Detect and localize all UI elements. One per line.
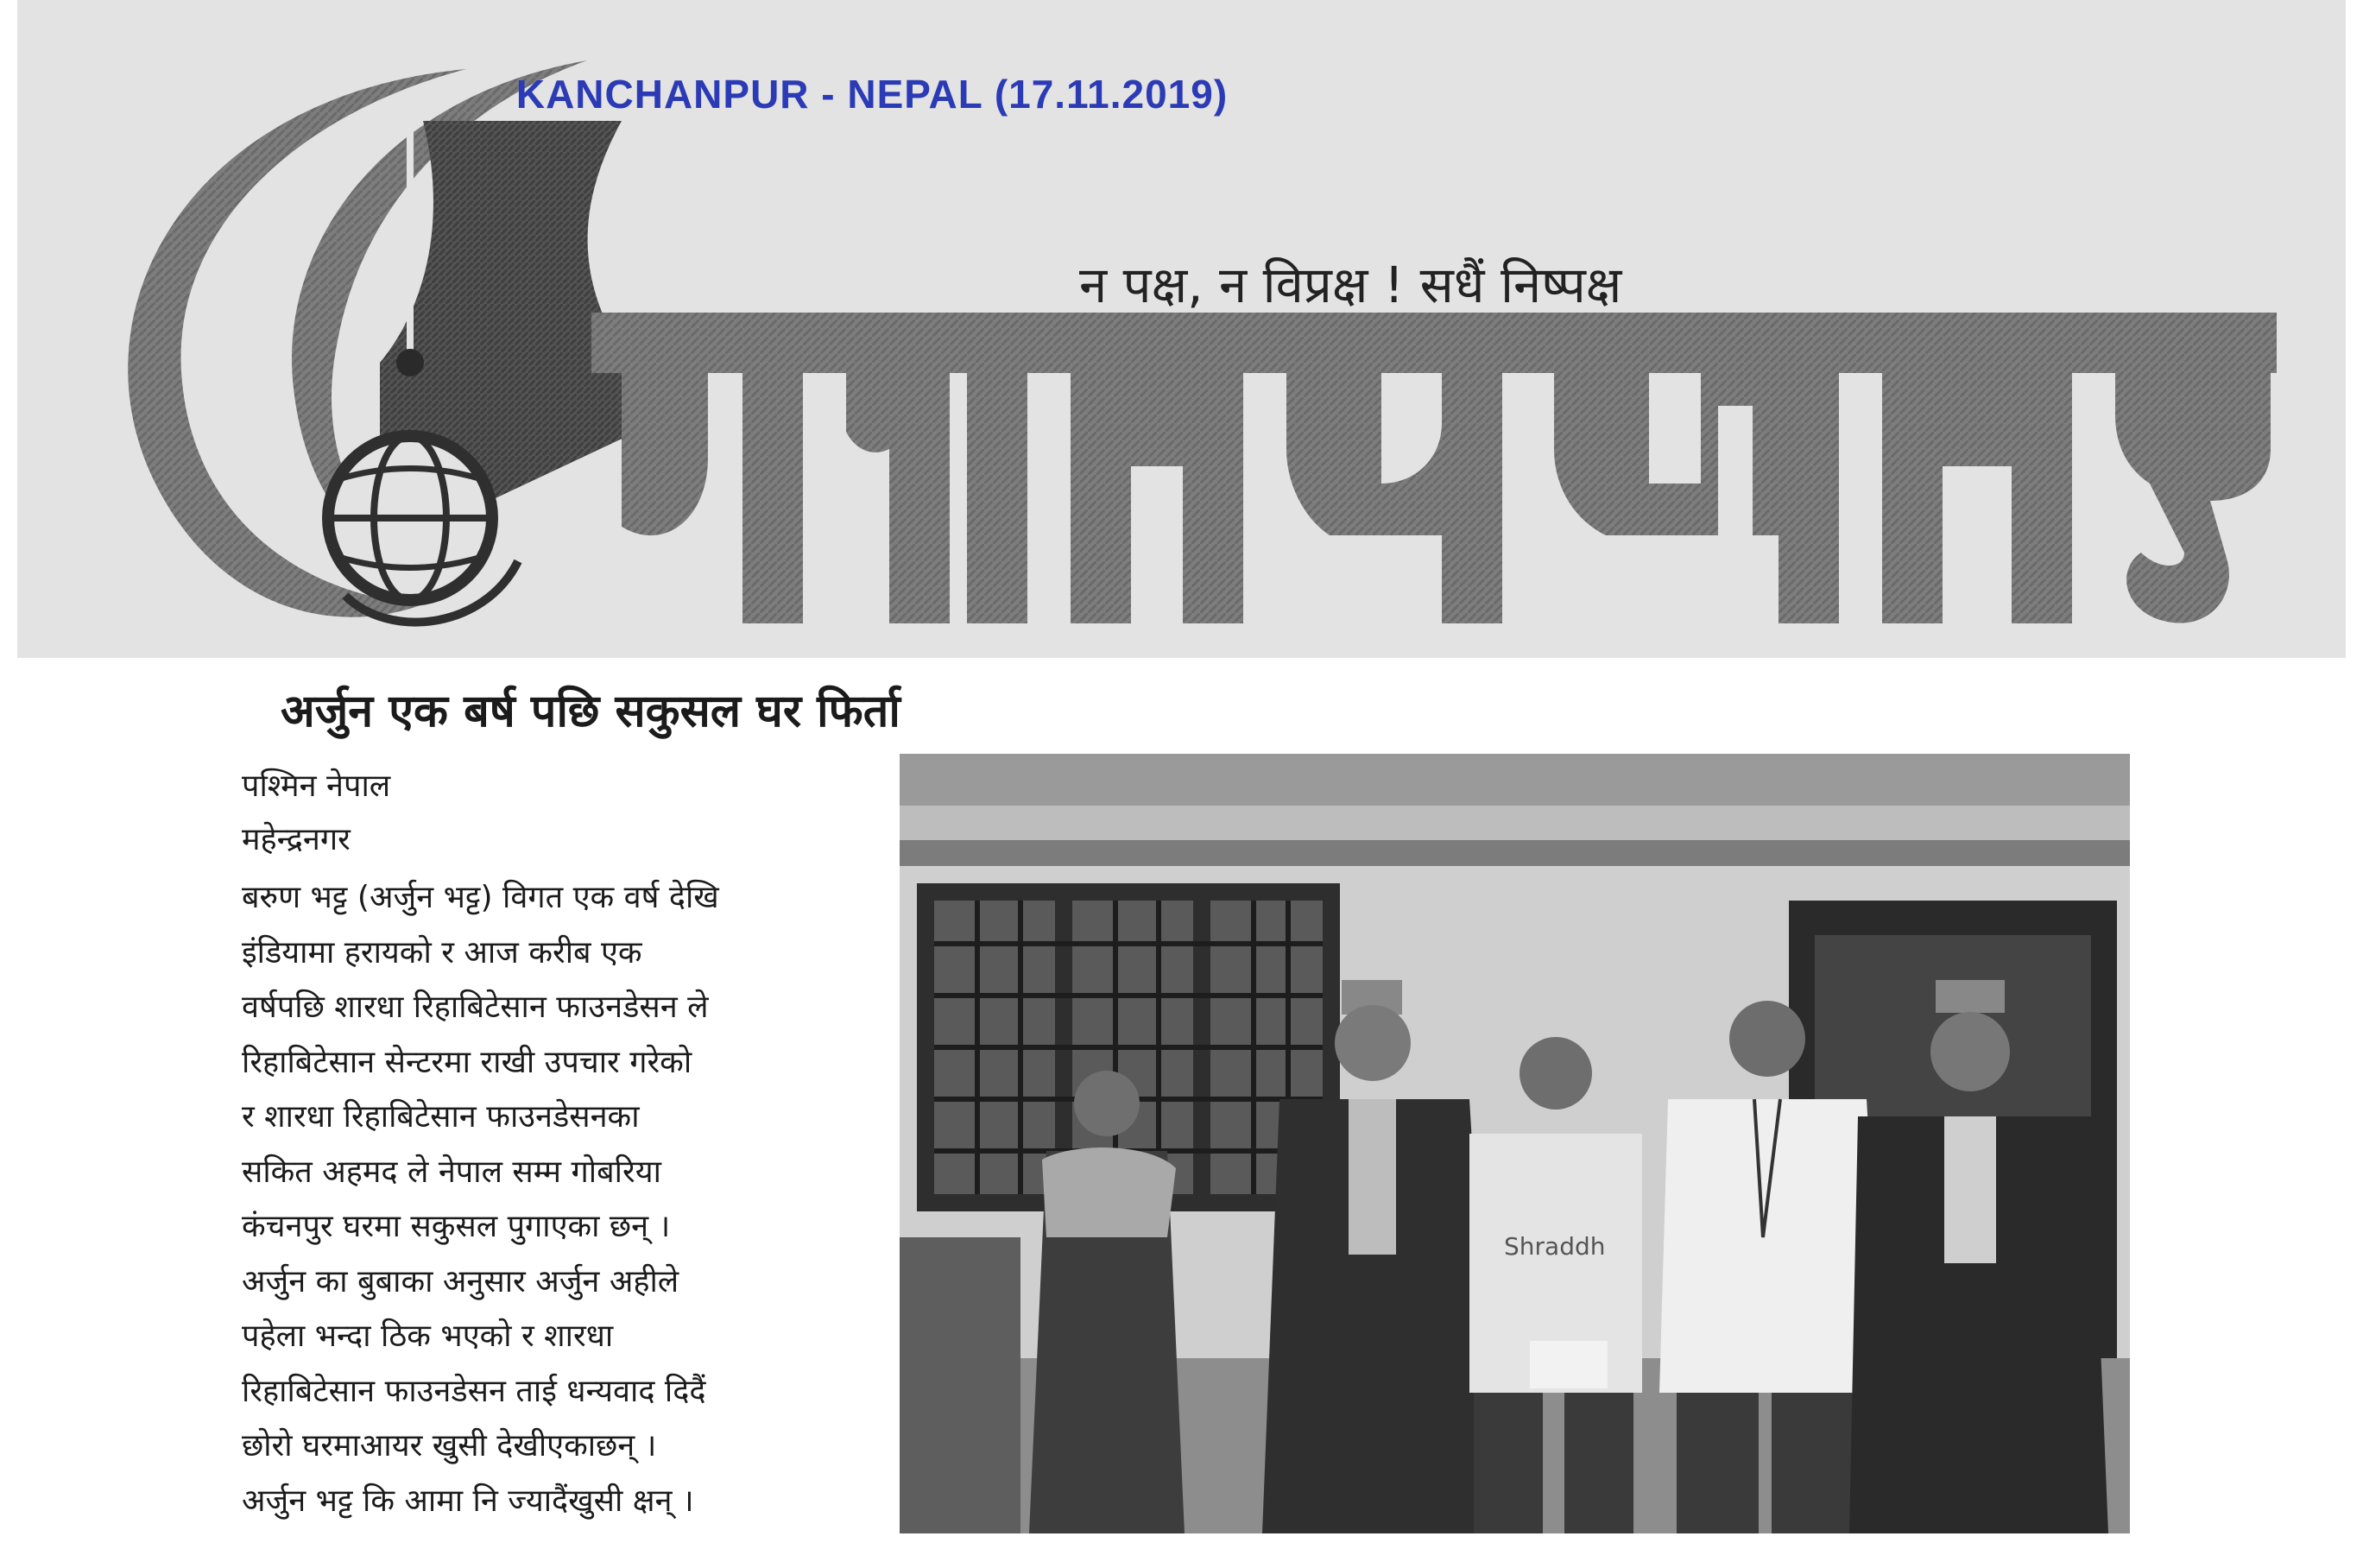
article-line: पहेला भन्दा ठिक भएको र शारधा xyxy=(242,1318,614,1354)
article-line: कंचनपुर घरमा सकुसल पुगाएका छन् । xyxy=(242,1209,671,1244)
article-line: छोरो घरमाआयर खुसी देखीएकाछन् । xyxy=(242,1428,657,1464)
article-body xyxy=(242,870,881,1528)
masthead-wordmark xyxy=(591,313,2277,623)
article-line: सकित अहमद ले नेपाल सम्म गोबरिया xyxy=(242,1154,661,1190)
newspaper-masthead xyxy=(17,0,2346,658)
dateline: KANCHANPUR - NEPAL (17.11.2019) xyxy=(515,72,1229,117)
article-line: र शारधा रिहाबिटेसान फाउनडेसनका xyxy=(242,1099,640,1135)
article-line: रिहाबिटेसान फाउनडेसन ताई धन्यवाद दिदैं xyxy=(242,1373,706,1409)
byline-author: पश्मिन नेपाल xyxy=(242,768,391,804)
group-photo-illustration xyxy=(900,754,2130,1533)
article-line: इंडियामा हरायको र आज करीब एक xyxy=(242,934,642,971)
shirt-print: Shraddh xyxy=(1504,1232,1606,1261)
article-line: रिहाबिटेसान सेन्टरमा राखी उपचार गरेको xyxy=(242,1044,692,1080)
article-line: अर्जुन का बुबाका अनुसार अर्जुन अहीले xyxy=(242,1263,679,1299)
article-line: वर्षपछि शारधा रिहाबिटेसान फाउनडेसन ले xyxy=(242,989,709,1025)
news-photo xyxy=(900,754,2130,1533)
article-headline: अर्जुन एक बर्ष पछि सकुसल घर फिर्ता xyxy=(281,686,900,737)
article-line: बरुण भट्ट (अर्जुन भट्ट) विगत एक वर्ष देखि xyxy=(242,880,719,915)
article-line: अर्जुन भट्ट कि आमा नि ज्यादैंखुसी क्षन् । xyxy=(242,1483,694,1519)
masthead-tagline: न पक्ष, न विप्रक्ष ! सधैं निष्पक्ष xyxy=(1079,256,1622,314)
byline-place: महेन्द्रनगर xyxy=(242,822,351,857)
